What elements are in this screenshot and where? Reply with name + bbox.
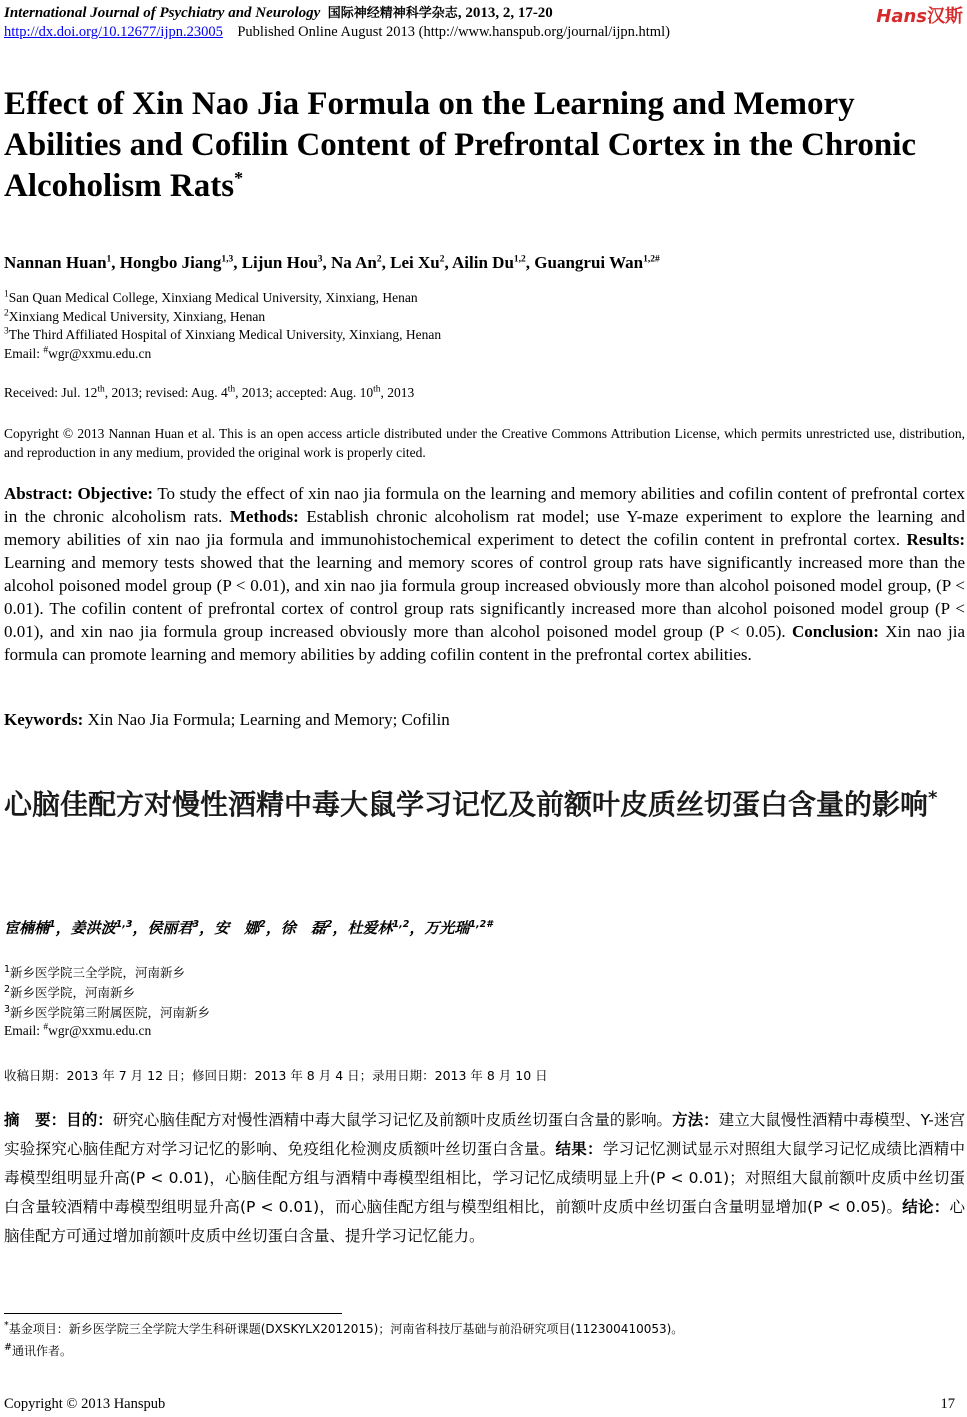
affiliation-en-3: $^3$The Third Affiliated Hospital of Xinxiang Medical University, Xinxiang, Henan [4,326,442,342]
email-address-cn[interactable]: wgr@xxmu.edu.cn [48,1023,152,1038]
author-name: Ailin Du [452,253,514,272]
author-affiliation-mark: 1,2# [469,919,493,930]
author-affiliation-mark: 1,3 [221,254,234,265]
author-name: 徐 磊 [280,919,326,937]
author-name: 安 娜 [214,919,260,937]
title-en-mark: * [234,168,244,188]
doi-link[interactable]: http://dx.doi.org/10.12677/ijpn.23005 [4,24,223,40]
author-affiliation-mark: 2 [439,254,445,265]
published-online: Published Online August 2013 (http://www.hanspub.org/journal/ijpn.html) [237,24,670,40]
footer-copyright: Copyright © 2013 Hanspub [4,1396,166,1412]
cn-author [281,919,348,937]
author-affiliation-mark: 3 [192,919,200,930]
author-name: Hongbo Jiang [119,253,222,272]
author-separator: ， [332,919,348,937]
en-author [331,253,390,272]
affiliation-cn-1: $^1$新乡医学院三全学院，河南新乡 [4,963,186,980]
author-separator: ， [132,919,148,937]
en-author [452,253,534,272]
author-affiliation-mark: 1,2 [513,254,526,265]
cn-author [4,919,71,937]
author-separator: , [233,253,242,272]
author-name: 宦楠楠 [4,919,50,937]
footnote-funding: *基金项目：新乡医学院三全学院大学生科研课题(DXSKYLX2012015)；河南省科技厅基础与前沿研究项目(112300410053)。 [4,1320,684,1336]
author-separator: ， [199,919,215,937]
author-affiliation-mark: 3 [317,254,323,265]
affiliation-cn-3: $^3$新乡医学院第三附属医院，河南新乡 [4,1003,211,1020]
author-list-cn [4,917,493,938]
author-name: Lei Xu [390,253,440,272]
cn-author [348,919,425,937]
logo-text-cn: 汉斯 [927,6,963,27]
author-affiliation-mark: 1,2 [392,919,410,930]
en-author [390,253,452,272]
email-cn: Email: #wgr@xxmu.edu.cn [4,1022,152,1038]
author-separator: , [444,253,453,272]
cn-author [214,919,281,937]
author-name: 万光瑞 [424,919,470,937]
author-separator: , [322,253,332,272]
author-affiliation-mark: 1,2# [643,254,660,265]
hanspub-logo [876,2,963,28]
email-address[interactable]: wgr@xxmu.edu.cn [48,346,152,361]
author-separator: ， [409,919,425,937]
paper-title-en [4,84,954,207]
author-name: Na An [331,253,377,272]
author-affiliation-mark: 1 [106,254,112,265]
author-name: Nannan Huan [4,253,107,272]
journal-name: International Journal of Psychiatry and Neurology [4,5,321,21]
en-author [4,253,120,272]
affiliation-cn-2: $^2$新乡医学院，河南新乡 [4,983,136,1000]
author-name: 姜洪波 [70,919,116,937]
cn-author [71,919,148,937]
en-author [120,253,242,272]
cn-author [148,919,215,937]
page-number: 17 [940,1396,955,1412]
abstract-en: Abstract: Objective: To study the effect of xin nao jia formula on the learning and memory abilities and cofilin content of prefrontal cortex in the chronic alcoholism rats. Methods: Establish chronic alcoholism rat model; use Y-maze experiment to explore the learning and memory abilities of xin nao jia formula and immunohistochemical experiment to detect the cofilin content in prefrontal cortex. Results: Learning and memory tests showed that the learning and memory scores of control group rats have significantly increased more than the alcohol poisoned model group (P < 0.01), and xin nao jia formula group increased obviously more than alcohol poisoned model group, (P < 0.01). The cofilin content of prefrontal cortex of control group rats significantly increased more than alcohol poisoned model group (P < 0.01), and xin nao jia formula group increased obviously more than alcohol poisoned model group (P < 0.05). Conclusion: Xin nao jia formula can promote learning and memory abilities by adding cofilin content in the prefrontal cortex abilities. [4,484,966,664]
author-affiliation-mark: 2 [259,919,266,930]
title-en-text: Effect of Xin Nao Jia Formula on the Learning and Memory Abilities and Cofilin Content of Prefrontal Cortex in the Chronic Alcoholism Rats [4,86,917,204]
author-name: 杜爱林 [347,919,393,937]
running-header-doi [4,24,670,41]
paper-title-cn: 心脑佳配方对慢性酒精中毒大鼠学习记忆及前额叶皮质丝切蛋白含量的影响* [4,787,938,821]
journal-name-cn: 国际神经精神科学杂志 [327,6,458,21]
author-name: Lijun Hou [241,253,318,272]
journal-volume: , 2013, 2, 17-20 [457,5,553,21]
author-name: Guangrui Wan [534,253,644,272]
author-separator: , [525,253,535,272]
running-header-journal [4,2,553,22]
dates-en: Received: Jul. 12th, 2013; revised: Aug. 4th, 2013; accepted: Aug. 10th, 2013 [4,384,415,400]
author-affiliation-mark: 1 [49,919,56,930]
author-separator: ， [55,919,71,937]
author-separator: , [381,253,391,272]
keywords-en: Keywords: Xin Nao Jia Formula; Learning and Memory; Cofilin [4,710,450,729]
en-author [242,253,331,272]
affiliation-en-2: $^2$Xinxiang Medical University, Xinxiang, Henan [4,308,266,324]
copyright-notice-en: Copyright © 2013 Nannan Huan et al. This is an open access article distributed under the Creative Commons Attribution License, which permits unrestricted use, distribution, and reproduction in any medium, provided the original work is properly cited. [4,426,965,460]
footnote-corresponding: #通讯作者。 [4,1342,72,1358]
author-affiliation-mark: 2 [376,254,382,265]
affiliation-en-1: $^1$San Quan Medical College, Xinxiang Medical University, Xinxiang, Henan [4,289,418,305]
author-separator: , [111,253,120,272]
author-list-en [4,253,660,273]
author-name: 侯丽君 [147,919,193,937]
logo-text-en: Hans [876,6,927,27]
dates-cn: 收稿日期：2013 年 7 月 12 日；修回日期：2013 年 8 月 4 日；录用日期：2013 年 8 月 10 日 [4,1068,548,1083]
email-en: Email: #wgr@xxmu.edu.cn [4,345,152,361]
footnote-divider [4,1313,342,1314]
author-affiliation-mark: 2 [325,919,333,930]
abstract-cn: 摘 要：目的：研究心脑佳配方对慢性酒精中毒大鼠学习记忆及前额叶皮质丝切蛋白含量的影响。方法：建立大鼠慢性酒精中毒模型、Y-迷宫实验探究心脑佳配方对学习记忆的影响、免疫组化检测皮质额叶丝切蛋白含量。结果：学习记忆测试显示对照组大鼠学习记忆成绩比酒精中毒模型组明显升高(P < 0.01)，心脑佳配方组与酒精中毒模型组相比，学习记忆成绩明显上升(P < 0.01)；对照组大鼠前额叶皮质中丝切蛋白含量较酒精中毒模型组明显升高(P < 0.01)，而心脑佳配方组与模型组相比，前额叶皮质中丝切蛋白含量明显增加(P < 0.05)。结论：心脑佳配方可通过增加前额叶皮质中丝切蛋白含量、提升学习记忆能力。 [4,1111,965,1245]
en-author [534,253,659,272]
cn-author [424,919,492,937]
author-separator: ， [265,919,281,937]
author-affiliation-mark: 1,3 [115,919,133,930]
